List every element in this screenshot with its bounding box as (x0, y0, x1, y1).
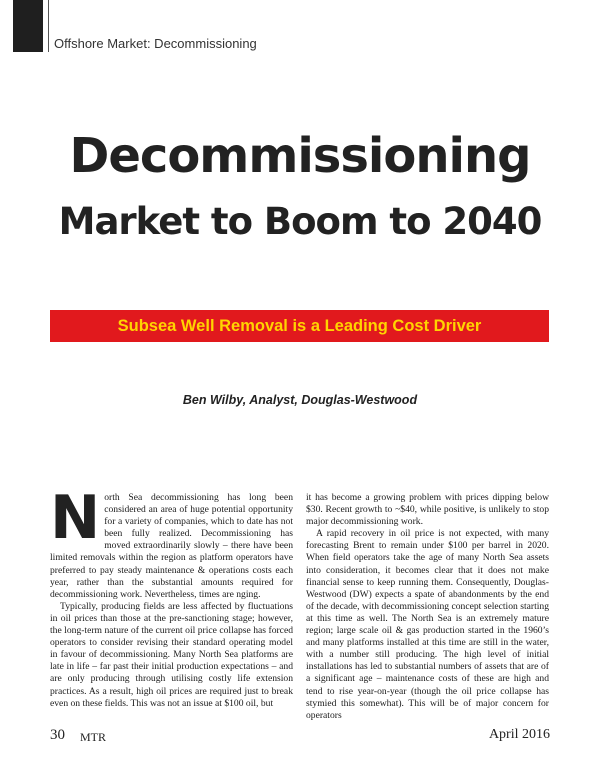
section-label: Offshore Market: Decommissioning (54, 36, 257, 51)
article-paragraph (50, 483, 293, 601)
paragraph-text: orth Sea decommissioning has long been considered an area of huge potential opportunity for a variety of companies, which to date has not been fully realized. Decommissioning has moved extraordinarily slowly – there have been limited removals within the region as platform operators have preferred to pay steady maintenance & operations costs each year, rather than the substantial amounts required for decommissioning work. Nevertheless, times are nging. (50, 492, 293, 600)
article-column-right (306, 492, 549, 722)
header-tab-block (13, 0, 43, 52)
deck-banner (50, 310, 549, 342)
headline-line-1: Decommissioning (69, 128, 531, 184)
issue-date: April 2016 (488, 727, 550, 742)
drop-cap: N (50, 483, 101, 553)
article-paragraph: A rapid recovery in oil price is not expected, with many forecasting Brent to remain under $100 per barrel in 2020. When field operators take the age of many North Sea assets into consideration, it becomes clear that it does not make financial sense to keep running them. Consequently, Douglas-Westwood (DW) expects a spate of abandonments by the end of the decade, with decommissioning concept selection starting at this time as well. The North Sea is an extremely mature region; large scale oil & gas production started in the 1960’s and many platforms installed at this time are still in the water, with a number still producing. The high level of initial installations has led to substantial numbers of assets that are of a significant age – maintenance costs of these are high and tend to rise year-on-year (though the oil price collapse has stymied this somewhat). This will be of major concern for operators (306, 528, 549, 721)
headline-line-2: Market to Boom to 2040 (58, 200, 542, 243)
header-divider (48, 0, 49, 52)
page-number: 30 (50, 727, 65, 743)
magazine-name: MTR (80, 730, 107, 744)
article-paragraph: it has become a growing problem with prices dipping below $30. Recent growth to ~$40, while positive, is unlikely to stop major decommissioning work. (306, 492, 549, 528)
deck-text: Subsea Well Removal is a Leading Cost Driver (117, 316, 482, 335)
article-paragraph: Typically, producing fields are less affected by fluctuations in oil prices than those at the pre-sanctioning stage; however, the long-term nature of the current oil price collapse has forced operators to consider revising their standard operating model in favour of decommissioning. Many North Sea platforms are late in life – far past their initial production expectations – and are only producing through utilising costly life extension practices. As a result, high oil prices are required just to break even on these fields. This was not an issue at $100 oil, but (50, 600, 293, 709)
byline: Ben Wilby, Analyst, Douglas-Westwood (182, 393, 418, 407)
article-column-left (50, 483, 293, 710)
